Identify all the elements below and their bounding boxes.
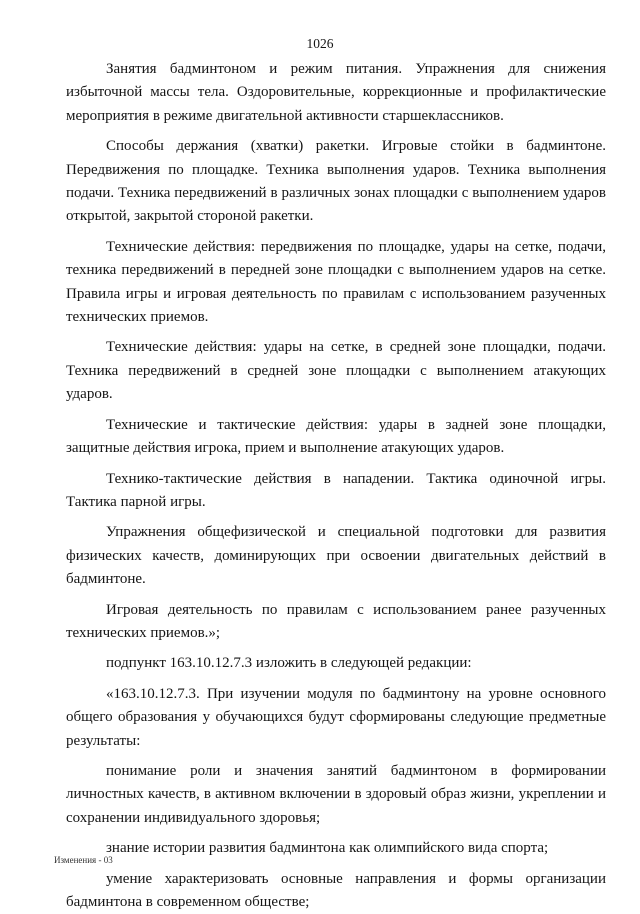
paragraph-result-history: знание истории развития бадминтона как олимпийского вида спорта; [106,840,549,857]
paragraph-technical-tactical-back: Технические и тактические действия: удары в задней зоне площадки, защитные действия игрока, прием и выполнение атакующих ударов. [66,416,606,457]
paragraph-subclause-amendment: подпункт 163.10.12.7.3 изложить в следующей редакции: [106,655,472,672]
paragraph-physical-training: Упражнения общефизической и специальной подготовки для развития физических качеств, доминирующих при освоении двигательных действий в бадминтоне. [66,524,606,588]
paragraph-subclause-text: «163.10.12.7.3. При изучении модуля по бадминтону на уровне основного общего образования у обучающихся будут сформированы следующие предметные результаты: [66,685,606,749]
paragraph-nutrition: Занятия бадминтоном и режим питания. Упражнения для снижения избыточной массы тела. Оздоровительные, коррекционные и профилактические мероприятия в режиме двигательной активности старшеклассников. [66,61,606,124]
paragraph-result-understanding: понимание роли и значения занятий бадминтоном в формировании личностных качеств, в активном включении в здоровый образ жизни, укреплении и сохранении индивидуального здоровья; [66,762,606,826]
paragraph-technical-actions-middle: Технические действия: удары на сетке, в средней зоне площадки, подачи. Техника передвижений в средней зоне площадки с выполнением атакующих ударов. [66,339,606,403]
paragraph-grips-stances: Способы держания (хватки) ракетки. Игровые стойки в бадминтоне. Передвижения по площадке. Техника выполнения ударов. Техника выполнения подачи. Техника передвижений в различных зонах площадки с выполнением ударов открытой, закрытой стороной ракетки. [66,138,606,225]
paragraph-game-activity: Игровая деятельность по правилам с использованием ранее разученных технических приемов.»; [66,601,606,641]
paragraph-technical-actions-front: Технические действия: передвижения по площадке, удары на сетке, подачи, техника передвижений в передней зоне площадки с выполнением ударов на сетке. Правила игры и игровая деятельность по правилам с использованием разученных технических приемов. [66,238,606,326]
footer-revision-note: Изменения - 03 [54,855,113,865]
document-body [66,58,606,914]
page-number: 1026 [306,36,334,51]
paragraph-attack-tactics: Технико-тактические действия в нападении. Тактика одиночной игры. Тактика парной игры. [66,470,606,510]
paragraph-result-skills: умение характеризовать основные направления и формы организации бадминтона в современном обществе; [66,870,606,910]
